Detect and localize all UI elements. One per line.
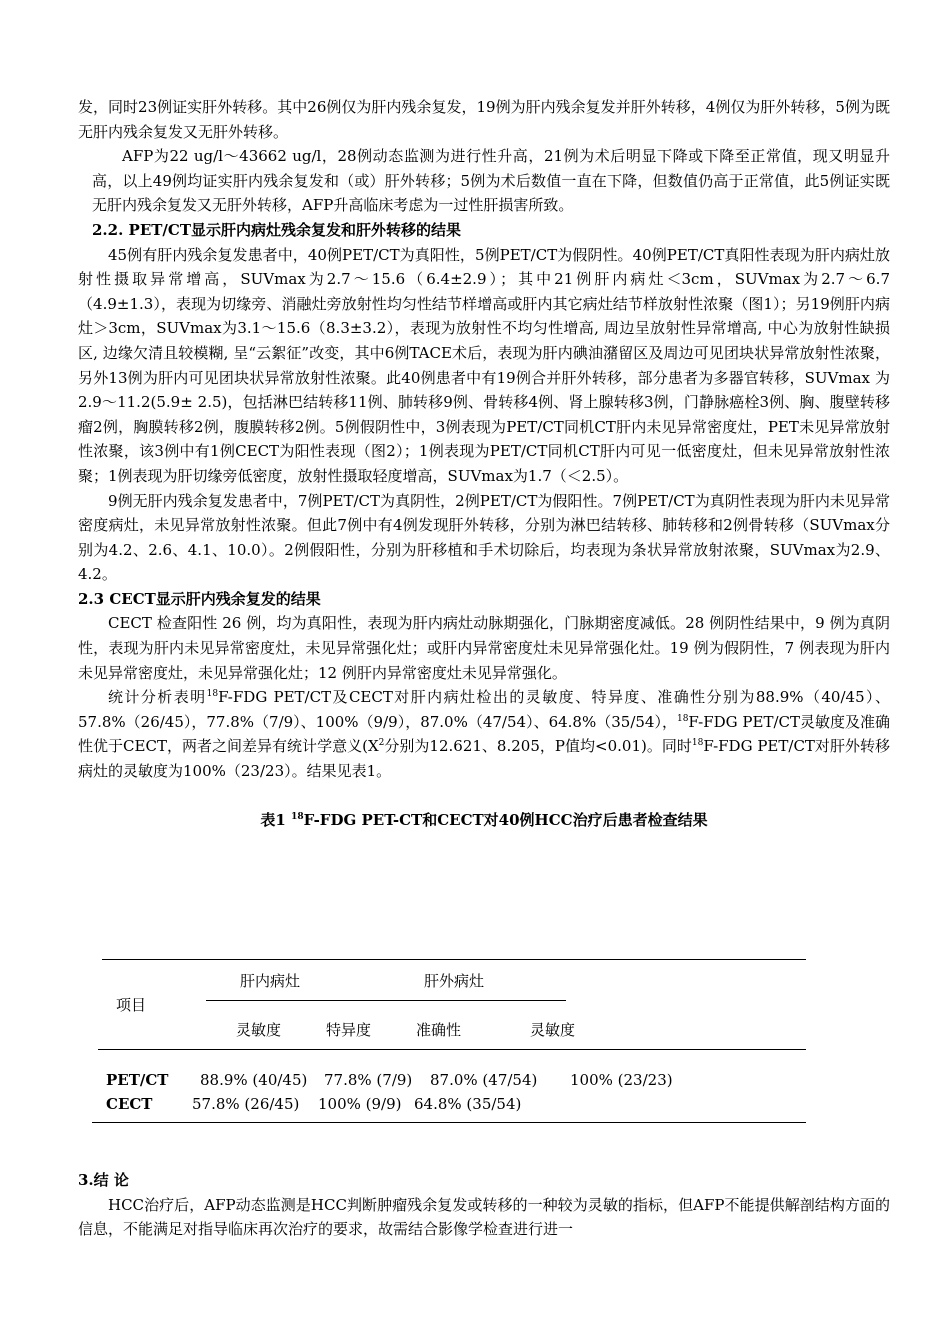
table-cell: 77.8% (7/9): [324, 1071, 413, 1089]
table-cell: 87.0% (47/54): [430, 1071, 538, 1089]
table-row-label: CECT: [106, 1095, 153, 1113]
paragraph-petct-positive: 45例有肝内残余复发患者中，40例PET/CT为真阳性，5例PET/CT为假阴性。40例PET/CT真阳性表现为肝内病灶放射性摄取异常增高，SUVmax为2.7～15.6（6.4±2.9）；其中21例肝内病灶＜3cm，SUVmax为2.7～6.7（4.9±1.3），表现为切缘旁、消融灶旁放射性均匀性结节样增高或肝内其它病灶结节样放射性浓聚（图1）；另19例肝内病灶＞3cm，SUVmax为3.1～15.6（8.3±3.2），表现为放射性不均匀性增高, 周边呈放射性异常增高, 中心为放射性缺损区, 边缘欠清且较模糊, 呈“云絮征”改变，其中6例TACE术后，表现为肝内碘油潴留区及周边可见团块状异常放射性浓聚，另外13例为肝内可见团块状异常放射性浓聚。此40例患者中有19例合并肝外转移，部分患者为多器官转移，SUVmax 为2.9～11.2(5.9± 2.5)，包括淋巴结转移11例、肺转移9例、骨转移4例、肾上腺转移3例，门静脉癌栓3例、胸、腹壁转移瘤2例，胸膜转移2例，腹膜转移2例。5例假阴性中，3例表现为PET/CT同机CT肝内未见异常密度灶，PET未见异常放射性浓聚，该3例中有1例CECT为阳性表现（图2）；1例表现为PET/CT同机CT肝内可见一低密度灶，但未见异常放射性浓聚；1例表现为肝切缘旁低密度，放射性摄取轻度增高，SUVmax为1.7（＜2.5）。: [78, 245, 890, 485]
table-col-accuracy: 准确性: [416, 1021, 462, 1039]
heading-2-2: 2.2. PET/CT显示肝内病灶残余复发和肝外转移的结果: [92, 220, 461, 239]
table-cell: 57.8% (26/45): [192, 1095, 300, 1113]
table-top-rule: [102, 959, 806, 960]
paragraph-petct-negative: 9例无肝内残余复发患者中，7例PET/CT为真阴性，2例PET/CT为假阳性。7例PET/CT为真阴性表现为肝内未见异常密度病灶，未见异常放射性浓聚。但此7例中有4例发现肝外转移，分别为淋巴结转移、肺转移和2例骨转移（SUVmax分别为4.2、2.6、4.1、10.0）。2例假阳性，分别为肝移植和手术切除后，均表现为条状异常放射浓聚，SUVmax为2.9、4.2。: [78, 491, 890, 584]
table-header-intrahepatic: 肝内病灶: [240, 972, 301, 990]
table-cell: 100% (23/23): [570, 1071, 673, 1089]
table-cell: 64.8% (35/54): [414, 1095, 522, 1113]
table-header-item: 项目: [116, 996, 147, 1014]
table-header-extrahepatic: 肝外病灶: [424, 972, 485, 990]
table-caption: 表1 $^{18}$F-FDG PET-CT和CECT对40例HCC治疗后患者检查结果: [260, 810, 708, 829]
paragraph-conclusion: HCC治疗后，AFP动态监测是HCC判断肿瘤残余复发或转移的一种较为灵敏的指标，但AFP不能提供解剖结构方面的信息，不能满足对指导临床再次治疗的要求，故需结合影像学检查进行进一: [78, 1195, 890, 1239]
table-bottom-rule: [92, 1122, 806, 1123]
table-group-rule: [206, 1000, 566, 1001]
table-col-specificity: 特异度: [326, 1021, 372, 1039]
table-row-label: PET/CT: [106, 1071, 169, 1089]
paragraph-results-continued: 发，同时23例证实肝外转移。其中26例仅为肝内残余复发，19例为肝内残余复发并肝外转移，4例仅为肝外转移，5例为既无肝内残余复发又无肝外转移。: [78, 98, 890, 141]
conclusion-section: [78, 1168, 890, 1242]
table-header-rule: [98, 1049, 806, 1050]
document-page: [78, 95, 891, 1239]
heading-2-3: 2.3 CECT显示肝内残余复发的结果: [78, 589, 321, 608]
paragraph-afp: AFP为22 ug/l～43662 ug/l，28例动态监测为进行性升高，21例为术后明显下降或下降至正常值，现又明显升高，以上49例均证实肝内残余复发和（或）肝外转移；5例为术后数值一直在下降，但数值仍高于正常值，此5例证实既无肝内残余复发又无肝外转移，AFP升高临床考虑为一过性肝损害所致。: [92, 147, 890, 215]
table-col-extra-sensitivity: 灵敏度: [530, 1021, 576, 1039]
table-col-sensitivity: 灵敏度: [236, 1021, 282, 1039]
heading-3: 3.结 论: [78, 1171, 129, 1189]
paragraph-statistics: 统计分析表明$^{18}$F-FDG PET/CT及CECT对肝内病灶检出的灵敏度、特异度、准确性分别为88.9%（40/45）、57.8%（26/45），77.8%（7/9）、100%（9/9），87.0%（47/54）、64.8%（35/54），$^{18}$F-FDG PET/CT灵敏度及准确性优于CECT，两者之间差异有统计学意义($X^2$分别为12.621、8.205，P值均<0.01)。同时$^{18}$F-FDG PET/CT对肝外转移病灶的灵敏度为100%（23/23）。结果见表1。: [78, 688, 890, 781]
paragraph-cect: CECT 检查阳性 26 例，均为真阳性，表现为肝内病灶动脉期强化，门脉期密度减低。28 例阴性结果中，9 例为真阴性，表现为肝内未见异常密度灶，未见异常强化灶；或肝内异常密度灶未见异常强化灶。19 例为假阴性，7 例表现为肝内未见异常密度灶，未见异常强化灶；12 例肝内异常密度灶未见异常强化。: [78, 614, 891, 682]
results-table: [78, 955, 890, 1135]
table-cell: 88.9% (40/45): [200, 1071, 308, 1089]
table-cell: 100% (9/9): [318, 1095, 402, 1113]
